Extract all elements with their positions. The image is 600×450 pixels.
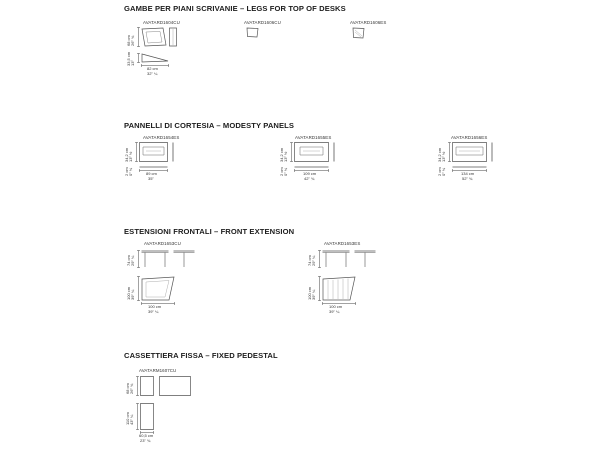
panel-side-view-drawing [172, 142, 174, 162]
width-cm-label: 109 cm [303, 171, 317, 176]
height-in-label: 13" ½ [441, 151, 446, 162]
pedestal-side-view-drawing [159, 376, 191, 396]
height-in-label: 13" ½ [283, 151, 288, 162]
height-cm-label: 68 cm [125, 383, 130, 394]
depth-dimension-line [137, 276, 140, 301]
height-cm-label: 74 cm [307, 255, 312, 266]
depth-cm-label: 2 cm [279, 167, 284, 176]
extension-side-view-drawing [354, 250, 376, 268]
product-code: AVATARD1606CU [244, 20, 281, 25]
extension-front-view-drawing [322, 250, 350, 268]
section-title-front-extension: ESTENSIONI FRONTALI – FRONT EXTENSION [124, 227, 295, 236]
leg-front-view-drawing [246, 27, 259, 38]
width-in-label: 35" [148, 176, 154, 181]
product-code: AVATARD1653CU [144, 241, 181, 246]
depth-in-label: 43" ¼ [129, 414, 134, 425]
depth-cm-label: 2 cm [124, 167, 129, 176]
panel-side-view-drawing [491, 142, 493, 162]
height-cm-label: 68 cm [126, 35, 131, 46]
height-cm-label: 74 cm [126, 255, 131, 266]
leg-plan-view-drawing [141, 53, 169, 63]
width-cm-label: 89 cm [146, 171, 157, 176]
height-cm-label: 34,2 cm [124, 147, 129, 162]
panel-plan-view-drawing [139, 166, 168, 168]
width-cm-label: 100 cm [329, 304, 343, 309]
depth-in-label: 13" [130, 60, 135, 66]
panel-front-view-drawing [139, 142, 168, 162]
leg-side-view-drawing [169, 27, 177, 47]
section-title-legs: GAMBE PER PIANI SCRIVANIE – LEGS FOR TOP OF DESKS [124, 4, 346, 13]
height-dimension-line [318, 250, 321, 268]
depth-in-label: 39" ¼ [311, 289, 316, 300]
extension-side-view-drawing [173, 250, 195, 268]
panel-front-view-drawing [294, 142, 329, 162]
width-cm-label: 134 cm [461, 171, 475, 176]
pedestal-plan-view-drawing [140, 403, 154, 430]
height-dimension-line [136, 376, 139, 396]
height-in-label: 29" ¼ [311, 255, 316, 266]
panel-plan-view-drawing [452, 166, 487, 168]
product-code: AVATARM1607CU [139, 368, 177, 373]
height-cm-label: 34,2 cm [279, 147, 284, 162]
width-cm-label: 60,5 cm [139, 433, 154, 438]
width-in-label: 39" ¼ [329, 309, 340, 314]
width-cm-label: 100 cm [148, 304, 162, 309]
product-code: AVATARD1653ES [324, 241, 361, 246]
width-in-label: 42" ¾ [304, 176, 315, 181]
depth-cm-label: 2 cm [437, 167, 442, 176]
width-in-label: 32" ¼ [147, 71, 158, 76]
product-code: AVATARD1604CU [143, 20, 180, 25]
panel-plan-view-drawing [294, 166, 329, 168]
height-dimension-line [290, 142, 293, 162]
depth-cm-label: 100 cm [126, 286, 131, 300]
extension-front-view-drawing [141, 250, 169, 268]
width-in-label: 39" ¼ [148, 309, 159, 314]
depth-cm-label: 33,5 cm [126, 51, 131, 66]
width-in-label: 23" ¾ [140, 438, 151, 443]
height-in-label: 29" ¼ [130, 255, 135, 266]
depth-cm-label: 110 cm [125, 412, 130, 425]
height-dimension-line [135, 142, 138, 162]
section-title-fixed-pedestal: CASSETTIERA FISSA – FIXED PEDESTAL [124, 351, 278, 360]
product-code: AVATARD1656ES [451, 135, 488, 140]
pedestal-front-view-drawing [140, 376, 154, 396]
width-in-label: 52" ¾ [462, 176, 473, 181]
product-code: AVATARD1606ES [350, 20, 387, 25]
leg-front-view-drawing [352, 27, 365, 39]
leg-front-view-drawing [141, 27, 167, 47]
panel-front-view-drawing [452, 142, 487, 162]
height-in-label: 26" ¾ [129, 383, 134, 394]
depth-dimension-line [136, 403, 139, 430]
height-dimension-line [448, 142, 451, 162]
height-dimension-line [137, 250, 140, 268]
depth-dimension-line [318, 276, 321, 301]
height-in-label: 26" ¾ [130, 35, 135, 46]
depth-in-label: 0" ¾ [441, 167, 446, 176]
extension-plan-view-drawing [322, 276, 356, 301]
section-title-modesty-panels: PANNELLI DI CORTESIA – MODESTY PANELS [124, 121, 295, 130]
extension-plan-view-drawing [141, 276, 175, 301]
depth-in-label: 39" ¼ [130, 289, 135, 300]
product-code: AVATARD1655ES [295, 135, 332, 140]
depth-in-label: 0" ¾ [128, 167, 133, 176]
height-cm-label: 34,2 cm [437, 147, 442, 162]
panel-side-view-drawing [333, 142, 335, 162]
height-dimension-line [137, 27, 140, 47]
height-in-label: 13" ½ [128, 151, 133, 162]
depth-cm-label: 100 cm [307, 286, 312, 300]
width-cm-label: 82 cm [147, 66, 158, 71]
product-code: AVATARD1654ES [143, 135, 180, 140]
depth-dimension-line [137, 53, 140, 63]
depth-in-label: 0" ¾ [283, 167, 288, 176]
